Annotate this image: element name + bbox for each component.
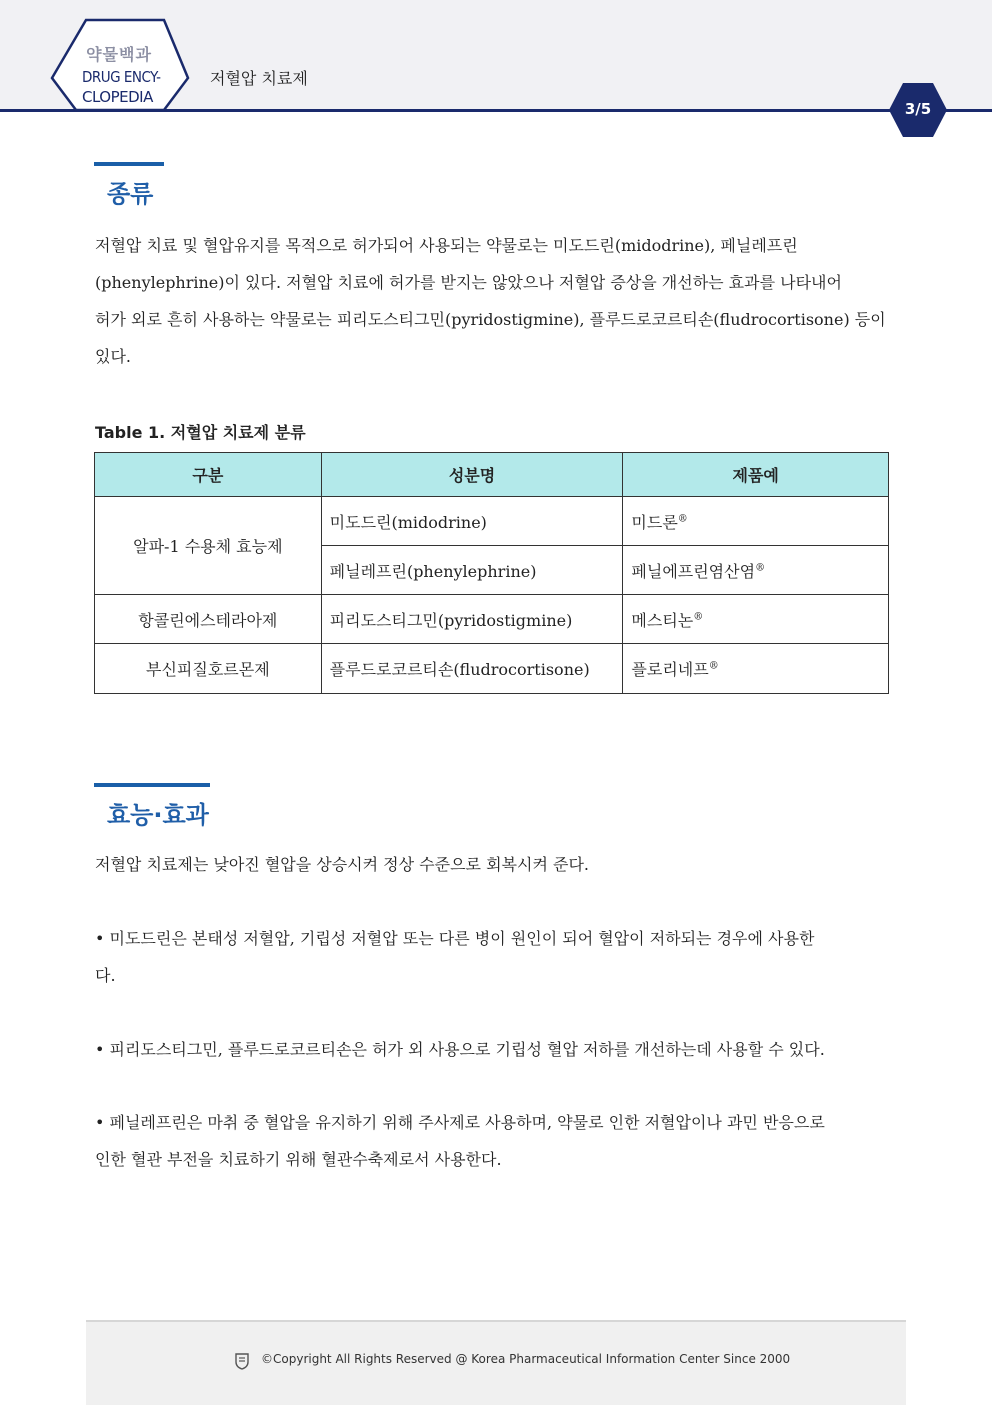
page-number: 3/5 bbox=[904, 100, 932, 118]
efficacy-intro: 저혈압 치료제는 낮아진 혈압을 상승시켜 정상 수준으로 회복시켜 준다. bbox=[95, 855, 589, 874]
section-accent-bar bbox=[94, 162, 164, 166]
section-title-efficacy: 효능·효과 bbox=[107, 801, 209, 829]
ingredient-cell: 플루드로코르티손(fludrocortisone) bbox=[321, 644, 623, 694]
bullet-line: • 피리도스티그민, 플루드로코르티손은 허가 외 사용으로 기립성 혈압 저하를 개선하는데 사용할 수 있다. bbox=[95, 1040, 825, 1059]
category-cell: 알파-1 수용체 효능제 bbox=[95, 497, 322, 595]
table-header-row bbox=[95, 453, 889, 497]
table-header-cell: 성분명 bbox=[321, 453, 623, 497]
registered-mark: ® bbox=[755, 562, 766, 574]
product-name: 플로리네프 bbox=[631, 660, 709, 679]
paragraph-line: 허가 외로 흔히 사용하는 약물로는 피리도스티그민(pyridostigmine), 플루드로코르티손(fludrocortisone) 등이 bbox=[95, 310, 886, 329]
paragraph-line: 저혈압 치료 및 혈압유지를 목적으로 허가되어 사용되는 약물로는 미도드린(midodrine), 페닐레프린 bbox=[95, 236, 798, 255]
bullet-item bbox=[95, 920, 897, 994]
paragraph-line: 있다. bbox=[95, 347, 131, 366]
bullet-line: • 페닐레프린은 마취 중 혈압을 유지하기 위해 주사제로 사용하며, 약물로 인한 저혈압이나 과민 반응으로 bbox=[95, 1113, 825, 1132]
table-row bbox=[95, 595, 889, 644]
copyright-text: ©Copyright All Rights Reserved @ Korea Pharmaceutical Information Center Since 2000 bbox=[261, 1352, 791, 1366]
ingredient-cell: 미도드린(midodrine) bbox=[321, 497, 623, 546]
logo-english-line2: CLOPEDIA bbox=[82, 88, 153, 106]
product-name: 메스티논 bbox=[631, 610, 694, 630]
section-types-paragraph bbox=[95, 227, 897, 375]
category-cell: 부신피질호르몬제 bbox=[95, 644, 322, 694]
product-cell bbox=[623, 595, 889, 644]
product-cell bbox=[623, 546, 889, 595]
table-header-cell: 제품예 bbox=[623, 453, 889, 497]
table-caption: Table 1. 저혈압 치료제 분류 bbox=[95, 423, 306, 442]
registered-mark: ® bbox=[677, 513, 688, 525]
shield-logo-icon bbox=[234, 1352, 250, 1370]
bullet-line: 다. bbox=[95, 966, 116, 985]
footer bbox=[86, 1320, 906, 1405]
logo-english-line1: DRUG ENCY- bbox=[82, 68, 161, 86]
product-cell bbox=[623, 497, 889, 546]
page-number-badge bbox=[888, 82, 948, 138]
registered-mark: ® bbox=[693, 611, 704, 623]
product-name: 페닐에프린염산염 bbox=[631, 561, 756, 581]
logo bbox=[48, 18, 190, 114]
table-row bbox=[95, 497, 889, 546]
document-title: 저혈압 치료제 bbox=[210, 69, 308, 88]
product-name: 미드론 bbox=[631, 512, 678, 532]
drug-classification-table bbox=[94, 452, 889, 694]
ingredient-cell: 페닐레프린(phenylephrine) bbox=[321, 546, 623, 595]
registered-mark: ® bbox=[708, 660, 719, 672]
category-cell: 항콜린에스테라아제 bbox=[95, 595, 322, 644]
bullet-line: • 미도드린은 본태성 저혈압, 기립성 저혈압 또는 다른 병이 원인이 되어 혈압이 저하되는 경우에 사용한 bbox=[95, 929, 815, 948]
bullet-line: 인한 혈관 부전을 치료하기 위해 혈관수축제로서 사용한다. bbox=[95, 1150, 502, 1169]
table-header-cell: 구분 bbox=[95, 453, 322, 497]
bullet-item bbox=[95, 1031, 897, 1068]
section-title-types: 종류 bbox=[107, 180, 154, 208]
product-cell bbox=[623, 644, 889, 694]
logo-korean-text: 약물백과 bbox=[86, 45, 152, 64]
bullet-item bbox=[95, 1104, 897, 1178]
table-row bbox=[95, 644, 889, 694]
paragraph-line: (phenylephrine)이 있다. 저혈압 치료에 허가를 받지는 않았으나 저혈압 증상을 개선하는 효과를 나타내어 bbox=[95, 273, 842, 292]
section-accent-bar bbox=[94, 783, 210, 787]
ingredient-cell: 피리도스티그민(pyridostigmine) bbox=[321, 595, 623, 644]
